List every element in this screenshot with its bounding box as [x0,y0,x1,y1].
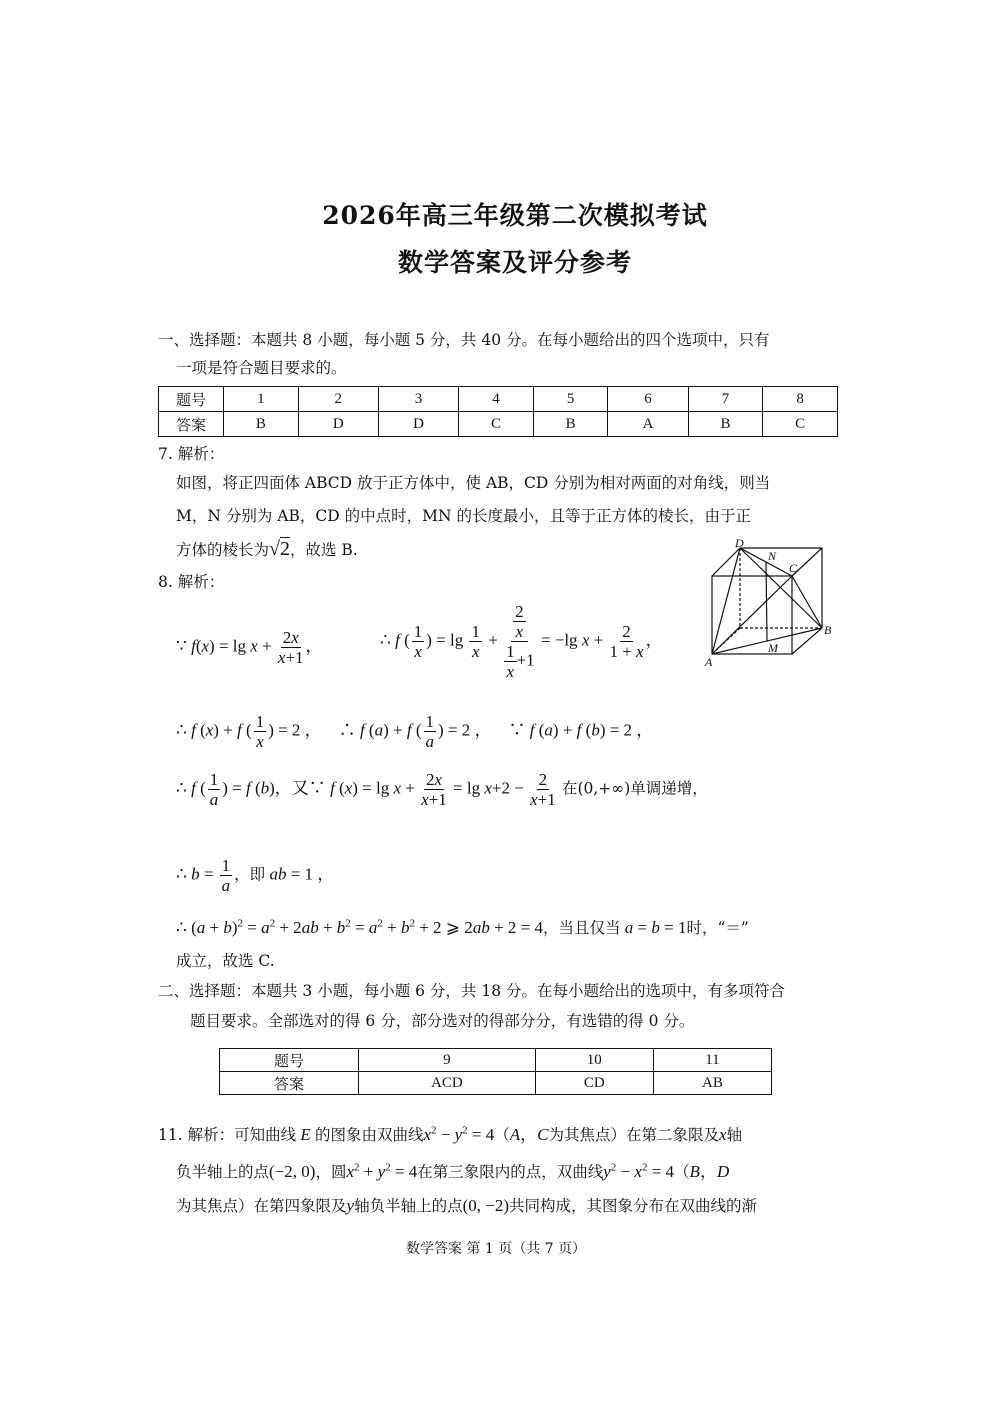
q8-line6-note: ，当且仅当 [543,919,621,937]
sqrt2: √2 [269,538,290,560]
label-D: D [735,536,744,550]
table-cell: CD [535,1072,653,1095]
answer-table-1 [158,386,838,437]
q11-line2: 负半轴上的点(−2, 0)，圆$x^2 + y^2 = 4$在第三象限内的点，双曲线$y^2 - x^2 = 4(B$，D [176,1161,730,1181]
q11-line3: 为其焦点）在第四象限及y轴负半轴上的点(0, −2)共同构成，其图象分布在双曲线的渐 [176,1196,758,1215]
label-A: A [705,655,713,669]
table-cell: 6 [608,387,688,412]
table-cell: 9 [359,1049,536,1072]
table-row [159,387,838,412]
table-row [159,412,838,437]
table-cell: 4 [459,387,534,412]
q11-p11: 轴负半轴上的点 [354,1197,463,1215]
q7-line3 [176,539,358,560]
q7-line1: 如图，将正四面体 ABCD 放于正方体中，使 AB，CD 分别为相对两面的对角线，则当 [176,474,771,492]
table-cell: D [298,412,378,437]
table-cell: B [688,412,763,437]
row-label: 答案 [159,412,224,437]
table-cell: B [533,412,608,437]
q11-p6: 负半轴上的点 [176,1163,270,1181]
table-cell: AB [653,1072,771,1095]
section2-heading-cont: 题目要求。全部选对的得 6 分，部分选对的得部分分，有选错的得 0 分。 [190,1012,695,1030]
label-B: B [824,623,832,637]
table-cell: A [608,412,688,437]
q8-line6-note2: 时，“＝” [686,919,749,937]
table-cell: 11 [653,1049,771,1072]
answer-table-2 [219,1048,772,1095]
q8-eq4: ∴ f ( $\frac{1}{a}$ ) = f (b)，又∵ f (x) = lg x + $\frac{2x}{x+1}$ = lg x+2 − $\frac{2}{x+1}$ 在(0,+∞)单调递增， [176,770,708,809]
table-cell: C [459,412,534,437]
q7-line3-pre: 方体的棱长为 [176,541,270,559]
row-label: 题号 [220,1049,359,1072]
table-cell: 3 [378,387,458,412]
q7-line3-post: ，故选 B. [290,541,358,559]
q11-p7: ，圆 [315,1163,347,1181]
q11-p12: 共同构成，其图象分布在双曲线的渐 [509,1197,758,1215]
q11-p2: 的图象由双曲线 [314,1126,424,1144]
q7-line2: M，N 分别为 AB，CD 的中点时，MN 的长度最小，且等于正方体的棱长，由于正 [176,507,751,525]
q11-line1: 11. 解析：可知曲线 E 的图象由双曲线$x^2 - y^2 = 4(A$，C为其焦点）在第二象限及x轴 [158,1124,743,1144]
label-N: N [768,549,777,563]
q11-p3: （ [494,1126,510,1144]
table-cell: C [763,412,838,437]
q8-eq3: ∴ f (x) + f ( $\frac{1}{x}$ ) = 2 ， ∴ f (a) + f ( $\frac{1}{a}$ ) = 2 ， ∵ f (a) + f (b) = 2 ， [176,712,654,751]
row-label: 题号 [159,387,224,412]
page-title: 2026年高三年级第二次模拟考试 [322,201,708,230]
q11-p5: 轴 [726,1126,743,1144]
section1-heading-cont: 一项是符合题目要求的。 [176,359,347,377]
cube-figure [702,536,842,670]
table-cell: 5 [533,387,608,412]
q8-eq2: ∴ f ( $\frac{1}{x}$ ) = lg $\frac{1}{x}$ + $\frac{2}{x}$ $\frac{1}{x}$ +1 = −lg x + $\frac{2}{1 + x}$ ， [380,602,663,681]
row-label: 答案 [220,1072,359,1095]
page-footer: 数学答案 第 1 页（共 7 页） [405,1241,587,1257]
q11-p8: 在第三象限内的点，双曲线 [417,1163,604,1181]
table-cell: ACD [359,1072,536,1095]
q11-p10: 为其焦点）在第四象限及 [176,1197,347,1215]
table-cell: 10 [535,1049,653,1072]
section2-heading: 二、选择题：本题共 3 小题，每小题 6 分，共 18 分。在每小题给出的选项中，有多项符合 [158,982,786,1000]
table-row [220,1072,772,1095]
table-row [220,1049,772,1072]
table-cell: 7 [688,387,763,412]
table-cell: 8 [763,387,838,412]
table-cell: 1 [224,387,299,412]
table-cell: D [378,412,458,437]
q11-p1: 11. 解析：可知曲线 [158,1126,297,1144]
q8-line4-note: 在(0,+∞)单调递增， [561,779,708,798]
q8-line7: 成立，故选 C. [176,952,275,970]
page-subtitle: 数学答案及评分参考 [397,248,632,277]
q8-eq6: ∴ $(a + b)^2 = a^2 + 2ab + b^2 = a^2 + b^2 + 2$ ⩾ 2ab + 2 = 4，当且仅当 a = b = 1时，“＝” [176,917,749,937]
label-M: M [768,641,778,655]
q8-eq5: ∴ b = $\frac{1}{a}$ ，即 ab = 1 ， [176,856,335,895]
q11-p4: 为其焦点）在第二象限及 [548,1126,720,1144]
q8-label: 8. 解析： [158,573,225,591]
q7-label: 7. 解析： [158,445,225,463]
q8-line5-note: ，即 [234,865,266,884]
q8-eq1: ∵ f(x) = lg x + $\frac{2x}{x+1}$ ， [176,628,323,667]
q11-p9: （ [674,1163,690,1181]
section1-heading: 一、选择题：本题共 8 小题，每小题 5 分，共 40 分。在每小题给出的四个选项中，只有 [158,331,770,349]
table-cell: B [224,412,299,437]
table-cell: 2 [298,387,378,412]
label-C: C [789,561,798,575]
